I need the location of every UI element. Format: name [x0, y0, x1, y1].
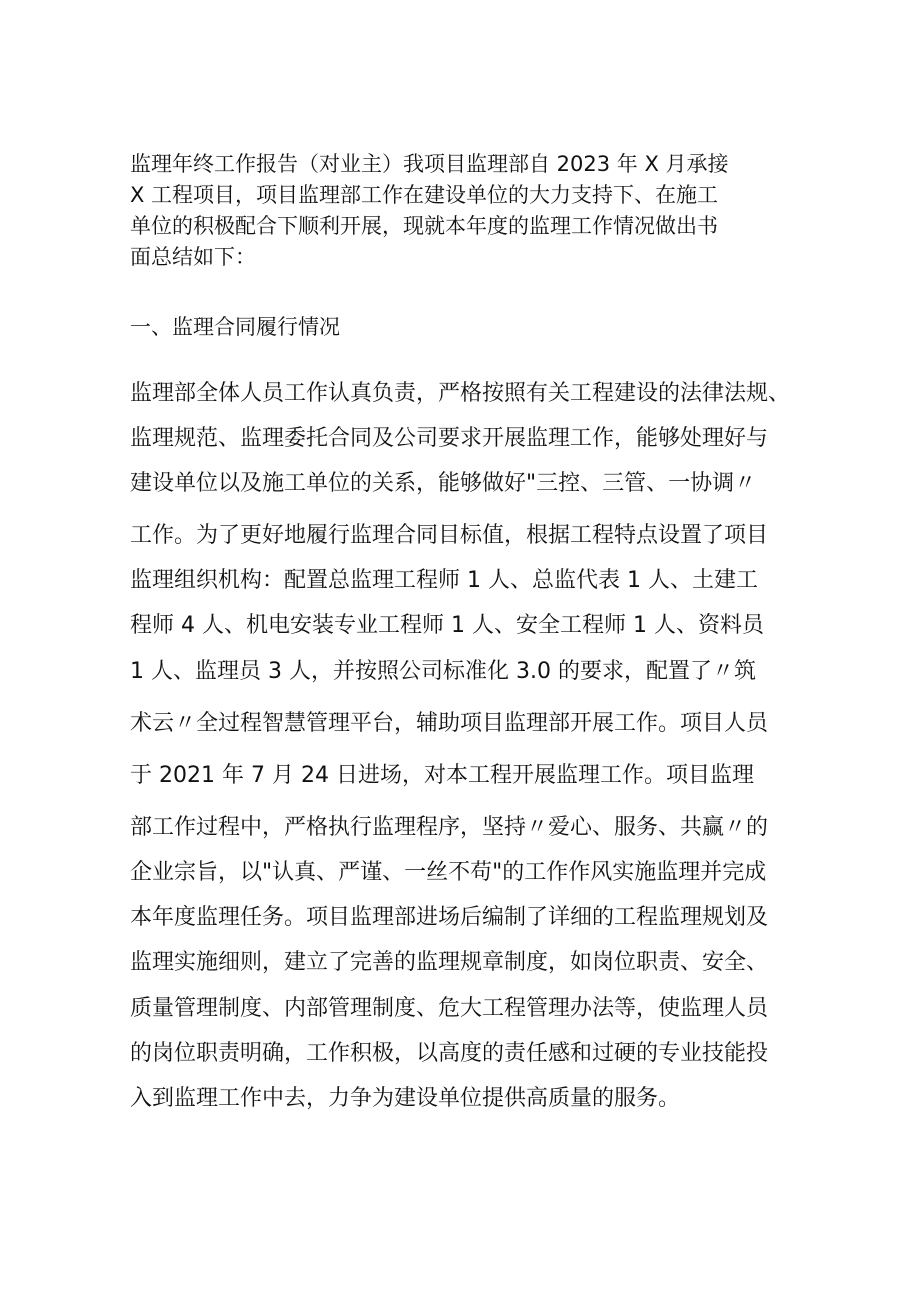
- body-line: 质量管理制度、内部管理制度、危大工程管理办法等，使监理人员: [130, 996, 769, 1021]
- body-line: 的岗位职责明确，工作积极，以高度的责任感和过硬的专业技能投: [130, 1041, 769, 1066]
- body-line: 工作。为了更好地履行监理合同目标值，根据工程特点设置了项目: [130, 523, 769, 548]
- intro-line: 监理年终工作报告（对业主）我项目监理部自 2023 年 X 月承接: [130, 152, 729, 176]
- body-line: 程师 4 人、机电安装专业工程师 1 人、安全工程师 1 人、资料员: [130, 613, 764, 638]
- body-line: 监理规范、监理委托合同及公司要求开展监理工作，能够处理好与: [130, 426, 769, 451]
- intro-line: 单位的积极配合下顺利开展，现就本年度的监理工作情况做出书: [130, 214, 718, 238]
- body-line: 部工作过程中，严格执行监理程序，坚持〃爱心、服务、共赢〃的: [130, 815, 769, 840]
- body-line: 监理部全体人员工作认真负责，严格按照有关工程建设的法律法规、: [130, 381, 791, 406]
- body-line: 术云〃全过程智慧管理平台，辅助项目监理部开展工作。项目人员: [130, 711, 769, 736]
- section-heading: 一、监理合同履行情况: [130, 315, 340, 339]
- intro-line: 面总结如下：: [130, 245, 256, 269]
- intro-line: X 工程项目，项目监理部工作在建设单位的大力支持下、在施工: [130, 183, 719, 207]
- body-line: 本年度监理任务。项目监理部进场后编制了详细的工程监理规划及: [130, 905, 769, 930]
- body-line: 监理实施细则，建立了完善的监理规章制度，如岗位职责、安全、: [130, 950, 769, 975]
- body-line: 1 人、监理员 3 人，并按照公司标准化 3.0 的要求，配置了〃筑: [130, 659, 756, 684]
- body-line: 企业宗旨，以"认真、严谨、一丝不苟"的工作作风实施监理并完成: [130, 860, 767, 885]
- body-line: 于 2021 年 7 月 24 日进场，对本工程开展监理工作。项目监理: [130, 763, 754, 788]
- body-line: 监理组织机构：配置总监理工程师 1 人、总监代表 1 人、土建工: [130, 568, 758, 593]
- body-line: 入到监理工作中去，力争为建设单位提供高质量的服务。: [130, 1086, 681, 1111]
- body-line: 建设单位以及施工单位的关系，能够做好"三控、三管、一协调〃: [130, 471, 757, 496]
